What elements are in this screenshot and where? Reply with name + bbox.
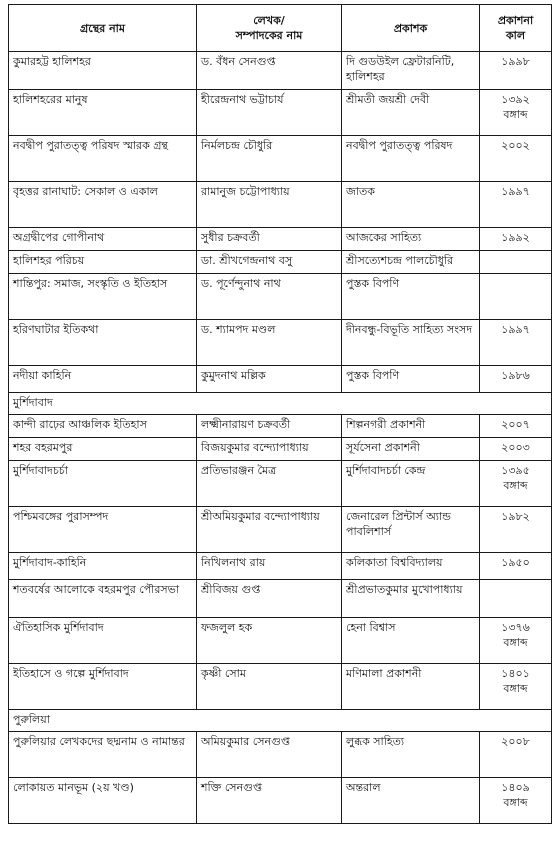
year-cell: ১৪০১ বঙ্গাব্দ <box>480 664 552 710</box>
publisher-cell: শ্রীসত্যেশচন্দ্র পালচৌধুরি <box>342 251 480 274</box>
book-title-cell: ইতিহাসে ও গল্পে মুর্শিদাবাদ <box>9 664 197 710</box>
table-row <box>9 228 552 251</box>
book-title-cell: মুর্শিদাবাদচর্চা <box>9 461 197 507</box>
book-title-cell: হরিণঘাটার ইতিকথা <box>9 320 197 366</box>
publisher-cell: মণিমালা প্রকাশনী <box>342 664 480 710</box>
book-title-cell: নদীয়া কাহিনি <box>9 366 197 393</box>
publisher-cell: আজকের সাহিত্য <box>342 228 480 251</box>
year-cell: ১৩৭৬ বঙ্গাব্দ <box>480 618 552 664</box>
book-title-cell: কুমারহট্ট হালিশহর <box>9 52 197 90</box>
year-cell: ১৯৮২ <box>480 507 552 553</box>
book-title-cell: পুরুলিয়ার লেখকদের ছদ্মনাম ও নামান্তর <box>9 732 197 778</box>
publisher-cell: জেনারেল প্রিন্টার্স অ্যান্ড পাবলিশার্স <box>342 507 480 553</box>
table-row <box>9 320 552 366</box>
book-title-cell: শহর বহরমপুর <box>9 438 197 461</box>
publisher-cell: কলিকাতা বিশ্ববিদ্যালয় <box>342 553 480 580</box>
year-cell: ২০০৮ <box>480 732 552 778</box>
book-title-cell: লোকায়ত মানভূম (২য় খণ্ড) <box>9 778 197 824</box>
year-cell: ১৯৯৭ <box>480 320 552 366</box>
section-row <box>9 393 552 415</box>
year-cell: ১৩৯৫ বঙ্গাব্দ <box>480 461 552 507</box>
book-title-cell: হালিশহর পরিচয় <box>9 251 197 274</box>
book-title-cell: শান্তিপুর: সমাজ, সংস্কৃতি ও ইতিহাস <box>9 274 197 320</box>
publisher-cell: সূর্যসেনা প্রকাশনী <box>342 438 480 461</box>
author-cell: ড. শ্যামপদ মণ্ডল <box>197 320 342 366</box>
table-row <box>9 415 552 438</box>
document-page <box>8 4 551 824</box>
author-cell: অমিয়কুমার সেনগুপ্ত <box>197 732 342 778</box>
year-cell: ১৯৯৮ <box>480 52 552 90</box>
table-row <box>9 732 552 778</box>
year-cell <box>480 274 552 320</box>
book-title-cell: অগ্রদ্বীপের গোপীনাথ <box>9 228 197 251</box>
publisher-cell: পুস্তক বিপণি <box>342 274 480 320</box>
book-title-cell: বৃহত্তর রানাঘাট: সেকাল ও একাল <box>9 182 197 228</box>
author-cell: প্রতিভারঞ্জন মৈত্র <box>197 461 342 507</box>
year-cell <box>480 251 552 274</box>
author-cell: কুমুদনাথ মল্লিক <box>197 366 342 393</box>
publisher-cell: শ্রীপ্রভাতকুমার মুখোপাধ্যায় <box>342 580 480 618</box>
header-title: গ্রন্থের নাম <box>9 5 197 52</box>
table-row <box>9 553 552 580</box>
table-row <box>9 251 552 274</box>
section-row <box>9 710 552 732</box>
table-row <box>9 580 552 618</box>
author-cell: বিজয়কুমার বন্দ্যোপাধ্যায় <box>197 438 342 461</box>
author-cell: ড. বঁধন সেনগুপ্ত <box>197 52 342 90</box>
author-cell: ড. পূর্ণেন্দুনাথ নাথ <box>197 274 342 320</box>
publisher-cell: জাতক <box>342 182 480 228</box>
section-label: মুর্শিদাবাদ <box>9 393 552 415</box>
table-row <box>9 52 552 90</box>
header-publisher: প্রকাশক <box>342 5 480 52</box>
publisher-cell: অন্তরাল <box>342 778 480 824</box>
author-cell: শক্তি সেনগুপ্ত <box>197 778 342 824</box>
publisher-cell: হেনা বিশ্বাস <box>342 618 480 664</box>
book-title-cell: শতবর্ষের আলোকে বহরমপুর পৌরসভা <box>9 580 197 618</box>
table-row <box>9 274 552 320</box>
book-title-cell: মুর্শিদাবাদ-কাহিনি <box>9 553 197 580</box>
author-cell: কৃষ্ণী সোম <box>197 664 342 710</box>
book-title-cell: ঐতিহাসিক মুর্শিদাবাদ <box>9 618 197 664</box>
table-row <box>9 507 552 553</box>
publisher-cell: দীনবন্ধু-বিভূতি সাহিত্য সংসদ <box>342 320 480 366</box>
book-title-cell: হালিশহরের মানুষ <box>9 90 197 136</box>
year-cell: ২০০৭ <box>480 415 552 438</box>
book-title-cell: পশ্চিমবঙ্গের পুরাসম্পদ <box>9 507 197 553</box>
publisher-cell: দি গুডউইল ফ্রেটারনিটি, হালিশহর <box>342 52 480 90</box>
publisher-cell: পুস্তক বিপণি <box>342 366 480 393</box>
table-header <box>9 5 552 52</box>
year-cell: ১৯৯৭ <box>480 182 552 228</box>
year-cell: ২০০২ <box>480 136 552 182</box>
year-cell: ১৯৯২ <box>480 228 552 251</box>
year-cell: ১৪০৯ বঙ্গাব্দ <box>480 778 552 824</box>
header-year: প্রকাশনা কাল <box>480 5 552 52</box>
book-title-cell: কান্দী রাঢ়ের আঞ্চলিক ইতিহাস <box>9 415 197 438</box>
publisher-cell: শিল্পনগরী প্রকাশনী <box>342 415 480 438</box>
publisher-cell: মুর্শিদাবাদচর্চা কেন্দ্র <box>342 461 480 507</box>
table-row <box>9 461 552 507</box>
table-row <box>9 664 552 710</box>
table-row <box>9 366 552 393</box>
header-author: লেখক/ সম্পাদকের নাম <box>197 5 342 52</box>
author-cell: নিখিলনাথ রায় <box>197 553 342 580</box>
author-cell: লক্ষ্মীনারায়ণ চক্রবর্তী <box>197 415 342 438</box>
author-cell: নির্মলচন্দ্র চৌধুরি <box>197 136 342 182</box>
publisher-cell: নবদ্বীপ পুরাতত্ত্ব পরিষদ <box>342 136 480 182</box>
table-row <box>9 438 552 461</box>
year-cell: ২০০৩ <box>480 438 552 461</box>
year-cell <box>480 580 552 618</box>
table-row <box>9 136 552 182</box>
author-cell: হীরেন্দ্রনাথ ভট্টাচার্য <box>197 90 342 136</box>
header-row <box>9 5 552 52</box>
author-cell: সুধীর চক্রবর্তী <box>197 228 342 251</box>
author-cell: শ্রীঅমিয়কুমার বন্দ্যোপাধ্যায় <box>197 507 342 553</box>
table-body <box>9 52 552 824</box>
table-row <box>9 182 552 228</box>
author-cell: শ্রীবিজয় গুপ্ত <box>197 580 342 618</box>
year-cell: ১৯৮৬ <box>480 366 552 393</box>
author-cell: ডা. শ্রীখগেন্দ্রনাথ বসু <box>197 251 342 274</box>
year-cell: ১৩৯২ বঙ্গাব্দ <box>480 90 552 136</box>
publisher-cell: শ্রীমতী জয়শ্রী দেবী <box>342 90 480 136</box>
table-row <box>9 778 552 824</box>
author-cell: রামানুজ চট্টোপাধ্যায় <box>197 182 342 228</box>
table-row <box>9 618 552 664</box>
publisher-cell: লুব্ধক সাহিত্য <box>342 732 480 778</box>
book-title-cell: নবদ্বীপ পুরাতত্ত্ব পরিষদ স্মারক গ্রন্থ <box>9 136 197 182</box>
section-label: পুরুলিয়া <box>9 710 552 732</box>
author-cell: ফজলুল হক <box>197 618 342 664</box>
book-list-table <box>8 4 552 824</box>
year-cell: ১৯৫০ <box>480 553 552 580</box>
table-row <box>9 90 552 136</box>
